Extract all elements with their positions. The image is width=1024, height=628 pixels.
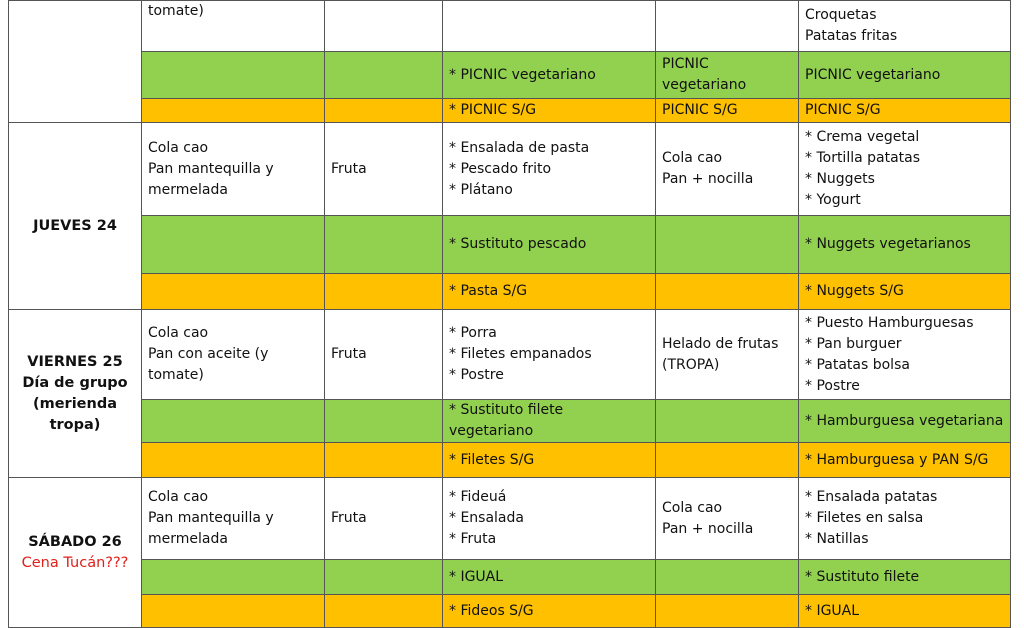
lunch-cell: * PICNIC S/G [443,99,656,123]
morning-snack-cell [325,99,443,123]
morning-snack-cell [325,595,443,628]
day-label: SÁBADO 26 [28,533,122,550]
morning-snack-cell [325,52,443,99]
lunch-cell: * Filetes S/G [443,443,656,478]
table-row [9,1,1011,52]
day-note: Cena Tucán??? [21,554,129,571]
breakfast-cell [142,560,325,595]
morning-snack-cell [325,443,443,478]
dinner-cell: * Nuggets S/G [799,274,1011,310]
breakfast-cell: Cola cao Pan mantequilla y mermelada [142,123,325,216]
morning-snack-cell [325,216,443,274]
table-row [9,52,1011,99]
morning-snack-cell: Fruta [325,478,443,560]
table-row [9,274,1011,310]
table-row [9,400,1011,443]
table-row [9,216,1011,274]
dinner-cell: PICNIC S/G [799,99,1011,123]
day-label: VIERNES 25 [27,353,123,370]
afternoon-snack-cell: Helado de frutas (TROPA) [656,310,799,400]
afternoon-snack-cell [656,400,799,443]
morning-snack-cell [325,560,443,595]
lunch-cell: * Porra * Filetes empanados * Postre [443,310,656,400]
table-row [9,595,1011,628]
breakfast-cell [142,443,325,478]
afternoon-snack-cell: Cola cao Pan + nocilla [656,478,799,560]
lunch-cell: * Fideuá * Ensalada * Fruta [443,478,656,560]
meal-menu-body [9,1,1011,628]
afternoon-snack-cell: PICNIC vegetariano [656,52,799,99]
dinner-cell: * IGUAL [799,595,1011,628]
afternoon-snack-cell [656,560,799,595]
lunch-cell: * Pasta S/G [443,274,656,310]
breakfast-cell [142,99,325,123]
breakfast-cell: Cola cao Pan mantequilla y mermelada [142,478,325,560]
dinner-cell: * Nuggets vegetarianos [799,216,1011,274]
breakfast-cell [142,274,325,310]
dinner-cell: * Crema vegetal * Tortilla patatas * Nuggets * Yogurt [799,123,1011,216]
lunch-cell: * Sustituto filete vegetariano [443,400,656,443]
day-subtitle: Día de grupo (merienda tropa) [22,374,128,433]
breakfast-cell [142,52,325,99]
lunch-cell: * Ensalada de pasta * Pescado frito * Plátano [443,123,656,216]
dinner-cell: * Hamburguesa y PAN S/G [799,443,1011,478]
day-cell-jueves [9,123,142,310]
breakfast-cell [142,595,325,628]
lunch-cell: * Sustituto pescado [443,216,656,274]
afternoon-snack-cell [656,274,799,310]
dinner-cell: * Hamburguesa vegetariana [799,400,1011,443]
dinner-cell: PICNIC vegetariano [799,52,1011,99]
breakfast-cell: tomate) [142,1,325,52]
morning-snack-cell [325,1,443,52]
meal-menu-table [8,0,1011,628]
dinner-cell: * Sustituto filete [799,560,1011,595]
morning-snack-cell: Fruta [325,310,443,400]
dinner-cell: * Ensalada patatas * Filetes en salsa * Natillas [799,478,1011,560]
afternoon-snack-cell: PICNIC S/G [656,99,799,123]
breakfast-cell: Cola cao Pan con aceite (y tomate) [142,310,325,400]
morning-snack-cell: Fruta [325,123,443,216]
afternoon-snack-cell [656,1,799,52]
table-row [9,99,1011,123]
table-row [9,123,1011,216]
dinner-cell: * Puesto Hamburguesas * Pan burguer * Patatas bolsa * Postre [799,310,1011,400]
afternoon-snack-cell [656,443,799,478]
day-cell-viernes [9,310,142,478]
lunch-cell: * Fideos S/G [443,595,656,628]
morning-snack-cell [325,274,443,310]
table-row [9,560,1011,595]
dinner-cell: Croquetas Patatas fritas [799,1,1011,52]
table-row [9,443,1011,478]
lunch-cell [443,1,656,52]
lunch-cell: * PICNIC vegetariano [443,52,656,99]
breakfast-cell [142,400,325,443]
day-cell-previous [9,1,142,123]
table-row [9,478,1011,560]
morning-snack-cell [325,400,443,443]
breakfast-cell [142,216,325,274]
afternoon-snack-cell: Cola cao Pan + nocilla [656,123,799,216]
table-row [9,310,1011,400]
afternoon-snack-cell [656,595,799,628]
day-cell-sabado [9,478,142,628]
day-label: JUEVES 24 [33,218,117,234]
lunch-cell: * IGUAL [443,560,656,595]
afternoon-snack-cell [656,216,799,274]
